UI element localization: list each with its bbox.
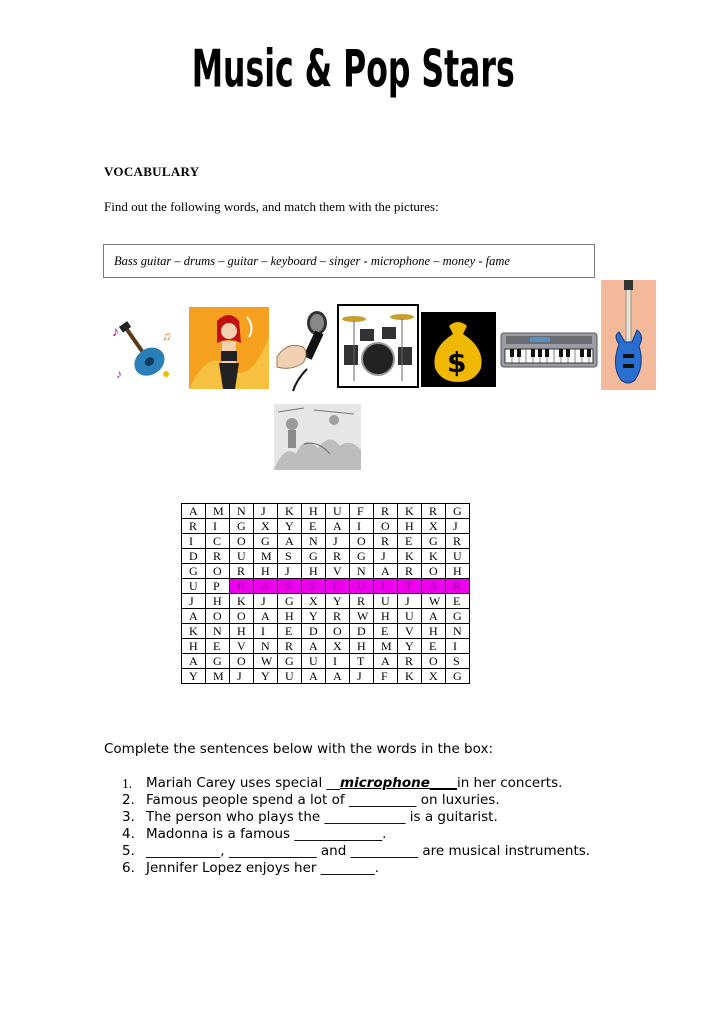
complete-heading: Complete the sentences below with the words in the box: (104, 741, 494, 757)
microphone-picture (273, 309, 337, 391)
grid-cell: N (206, 624, 230, 639)
grid-cell: A (254, 579, 278, 594)
grid-row (182, 669, 470, 684)
grid-cell: I (206, 519, 230, 534)
grid-cell: H (302, 504, 326, 519)
grid-cell: E (206, 639, 230, 654)
sentence-number: 1. (122, 776, 133, 791)
grid-cell: X (302, 594, 326, 609)
grid-cell: G (446, 609, 470, 624)
concert-sketch-picture (274, 404, 361, 470)
grid-cell: I (182, 534, 206, 549)
svg-text:$: $ (447, 346, 467, 379)
grid-cell: U (278, 669, 302, 684)
grid-cell: V (326, 564, 350, 579)
grid-cell: J (326, 534, 350, 549)
grid-cell: K (278, 504, 302, 519)
grid-cell: A (302, 669, 326, 684)
grid-cell: U (350, 579, 374, 594)
grid-cell: D (182, 549, 206, 564)
sentence-number: 5. (122, 843, 135, 859)
grid-row (182, 534, 470, 549)
grid-cell: R (326, 549, 350, 564)
sentence-text: Famous people spend a lot of __________ on luxuries. (146, 792, 500, 808)
grid-cell: W (254, 654, 278, 669)
grid-cell: U (230, 549, 254, 564)
grid-row (182, 564, 470, 579)
grid-cell: U (302, 654, 326, 669)
grid-cell: Y (302, 609, 326, 624)
sentence-item (122, 860, 592, 877)
grid-row (182, 624, 470, 639)
sentence-item (122, 775, 592, 792)
grid-cell: X (254, 519, 278, 534)
grid-cell: R (446, 534, 470, 549)
grid-cell: I (350, 519, 374, 534)
grid-cell: U (182, 579, 206, 594)
grid-cell: A (182, 609, 206, 624)
grid-cell: H (254, 564, 278, 579)
sentence-item (122, 826, 592, 843)
grid-cell: Y (278, 519, 302, 534)
grid-cell: J (230, 669, 254, 684)
grid-cell: T (398, 579, 422, 594)
grid-row (182, 549, 470, 564)
grid-cell: J (182, 594, 206, 609)
grid-cell: R (446, 579, 470, 594)
grid-cell: H (398, 519, 422, 534)
electric-guitar-picture (106, 318, 178, 384)
grid-cell: M (254, 549, 278, 564)
grid-cell: H (350, 639, 374, 654)
grid-cell: O (374, 519, 398, 534)
grid-cell: Y (182, 669, 206, 684)
grid-cell: H (206, 594, 230, 609)
grid-cell: S (446, 654, 470, 669)
grid-cell: E (278, 624, 302, 639)
svg-text:♪: ♪ (116, 367, 122, 381)
grid-cell: E (374, 624, 398, 639)
grid-cell: O (326, 624, 350, 639)
grid-cell: R (350, 594, 374, 609)
grid-cell: K (182, 624, 206, 639)
grid-cell: J (350, 669, 374, 684)
grid-cell: K (398, 669, 422, 684)
sentence-text: Jennifer Lopez enjoys her ________. (146, 860, 380, 876)
grid-cell: O (230, 609, 254, 624)
grid-cell: K (398, 549, 422, 564)
sentence-item (122, 809, 592, 826)
sentence-list (122, 775, 592, 877)
grid-cell: G (446, 504, 470, 519)
sentence-number: 3. (122, 809, 135, 825)
grid-cell: O (230, 654, 254, 669)
svg-text:♪: ♪ (112, 325, 119, 340)
grid-cell: R (206, 549, 230, 564)
grid-cell: E (446, 594, 470, 609)
grid-cell: G (302, 549, 326, 564)
grid-cell: H (302, 564, 326, 579)
grid-cell: Y (254, 669, 278, 684)
title (186, 30, 516, 110)
grid-cell: J (446, 519, 470, 534)
grid-cell: C (206, 534, 230, 549)
grid-cell: J (374, 549, 398, 564)
grid-cell: K (422, 549, 446, 564)
grid-cell: E (422, 639, 446, 654)
grid-cell: D (302, 624, 326, 639)
grid-cell: K (398, 504, 422, 519)
grid-row (182, 654, 470, 669)
grid-cell: A (182, 504, 206, 519)
grid-cell: B (230, 579, 254, 594)
grid-cell: X (422, 519, 446, 534)
grid-cell: R (374, 534, 398, 549)
grid-cell: O (230, 534, 254, 549)
title-text: Music & Pop Stars (191, 40, 515, 100)
grid-cell: J (254, 504, 278, 519)
grid-cell: I (374, 579, 398, 594)
grid-row (182, 639, 470, 654)
drum-kit-picture (338, 305, 418, 387)
grid-cell: S (278, 549, 302, 564)
grid-cell: N (446, 624, 470, 639)
bass-guitar-picture (601, 280, 656, 390)
grid-cell: F (350, 504, 374, 519)
grid-cell: U (446, 549, 470, 564)
sentence-number: 2. (122, 792, 135, 808)
grid-cell: A (422, 609, 446, 624)
grid-cell: A (254, 609, 278, 624)
keyboard-picture (500, 332, 598, 369)
grid-cell: N (302, 534, 326, 549)
grid-cell: Y (326, 594, 350, 609)
grid-cell: H (374, 609, 398, 624)
grid-cell: X (326, 639, 350, 654)
grid-cell: R (398, 654, 422, 669)
grid-cell: D (350, 624, 374, 639)
grid-cell: M (206, 669, 230, 684)
sentence-text: Madonna is a famous _____________. (146, 826, 387, 842)
grid-cell: R (398, 564, 422, 579)
grid-cell: W (422, 594, 446, 609)
grid-cell: J (398, 594, 422, 609)
grid-row (182, 609, 470, 624)
word-box-text: Bass guitar – drums – guitar – keyboard – singer - microphone – money - fame (114, 254, 510, 268)
grid-cell: H (230, 624, 254, 639)
grid-cell: J (278, 564, 302, 579)
sentence-text: Mariah Carey uses special __ (146, 775, 340, 791)
grid-cell: A (302, 639, 326, 654)
grid-cell: H (182, 639, 206, 654)
grid-cell: R (326, 609, 350, 624)
grid-cell: F (374, 669, 398, 684)
grid-cell: M (206, 504, 230, 519)
money-bag-picture (421, 312, 496, 387)
grid-cell: W (350, 609, 374, 624)
grid-cell: S (302, 579, 326, 594)
grid-cell: G (350, 549, 374, 564)
grid-cell: G (422, 534, 446, 549)
sentence-number: 4. (122, 826, 135, 842)
grid-cell: I (326, 654, 350, 669)
grid-cell: I (446, 639, 470, 654)
vocabulary-heading: VOCABULARY (104, 164, 200, 179)
grid-cell: G (446, 669, 470, 684)
grid-cell: G (278, 594, 302, 609)
singer-picture (189, 307, 269, 389)
grid-cell: A (326, 669, 350, 684)
grid-cell: J (254, 594, 278, 609)
grid-cell: V (398, 624, 422, 639)
grid-cell: K (230, 594, 254, 609)
grid-cell: R (278, 639, 302, 654)
grid-cell: R (182, 519, 206, 534)
grid-cell: R (422, 504, 446, 519)
sentence-text: ___________, _____________ and __________ are musical instruments. (146, 843, 591, 859)
sentence-text: The person who plays the ____________ is a guitarist. (146, 809, 498, 825)
grid-row (182, 519, 470, 534)
grid-cell: O (206, 609, 230, 624)
svg-text:♫: ♫ (162, 329, 171, 343)
grid-cell: M (374, 639, 398, 654)
grid-cell: N (350, 564, 374, 579)
grid-cell: G (326, 579, 350, 594)
grid-cell: E (302, 519, 326, 534)
grid-cell: A (374, 654, 398, 669)
grid-cell: A (278, 534, 302, 549)
grid-cell: P (206, 579, 230, 594)
grid-cell: O (422, 654, 446, 669)
sentence-text-end: in her concerts. (456, 775, 563, 791)
grid-cell: Y (398, 639, 422, 654)
sentence-answer: microphone____ (340, 775, 457, 791)
grid-cell: U (326, 504, 350, 519)
grid-cell: V (230, 639, 254, 654)
grid-cell: H (278, 609, 302, 624)
grid-cell: U (398, 609, 422, 624)
word-search-grid (181, 503, 470, 684)
grid-cell: N (254, 639, 278, 654)
grid-cell: A (326, 519, 350, 534)
grid-cell: G (230, 519, 254, 534)
grid-row (182, 594, 470, 609)
sentence-number: 6. (122, 860, 135, 876)
grid-cell: R (374, 504, 398, 519)
grid-cell: G (206, 654, 230, 669)
grid-cell: H (422, 624, 446, 639)
grid-cell: S (278, 579, 302, 594)
grid-cell: T (350, 654, 374, 669)
grid-cell: O (206, 564, 230, 579)
grid-cell: G (254, 534, 278, 549)
grid-cell: N (230, 504, 254, 519)
grid-row (182, 504, 470, 519)
sentence-item (122, 792, 592, 809)
grid-cell: A (422, 579, 446, 594)
sentence-item (122, 843, 592, 860)
grid-cell: X (422, 669, 446, 684)
grid-cell: G (278, 654, 302, 669)
instructions: Find out the following words, and match them with the pictures: (104, 199, 439, 214)
grid-row (182, 579, 470, 594)
grid-cell: I (254, 624, 278, 639)
grid-cell: E (398, 534, 422, 549)
grid-cell: G (182, 564, 206, 579)
grid-cell: A (182, 654, 206, 669)
grid-cell: U (374, 594, 398, 609)
word-box (103, 244, 595, 278)
grid-cell: O (350, 534, 374, 549)
grid-cell: H (446, 564, 470, 579)
grid-cell: O (422, 564, 446, 579)
grid-cell: R (230, 564, 254, 579)
grid-cell: A (374, 564, 398, 579)
